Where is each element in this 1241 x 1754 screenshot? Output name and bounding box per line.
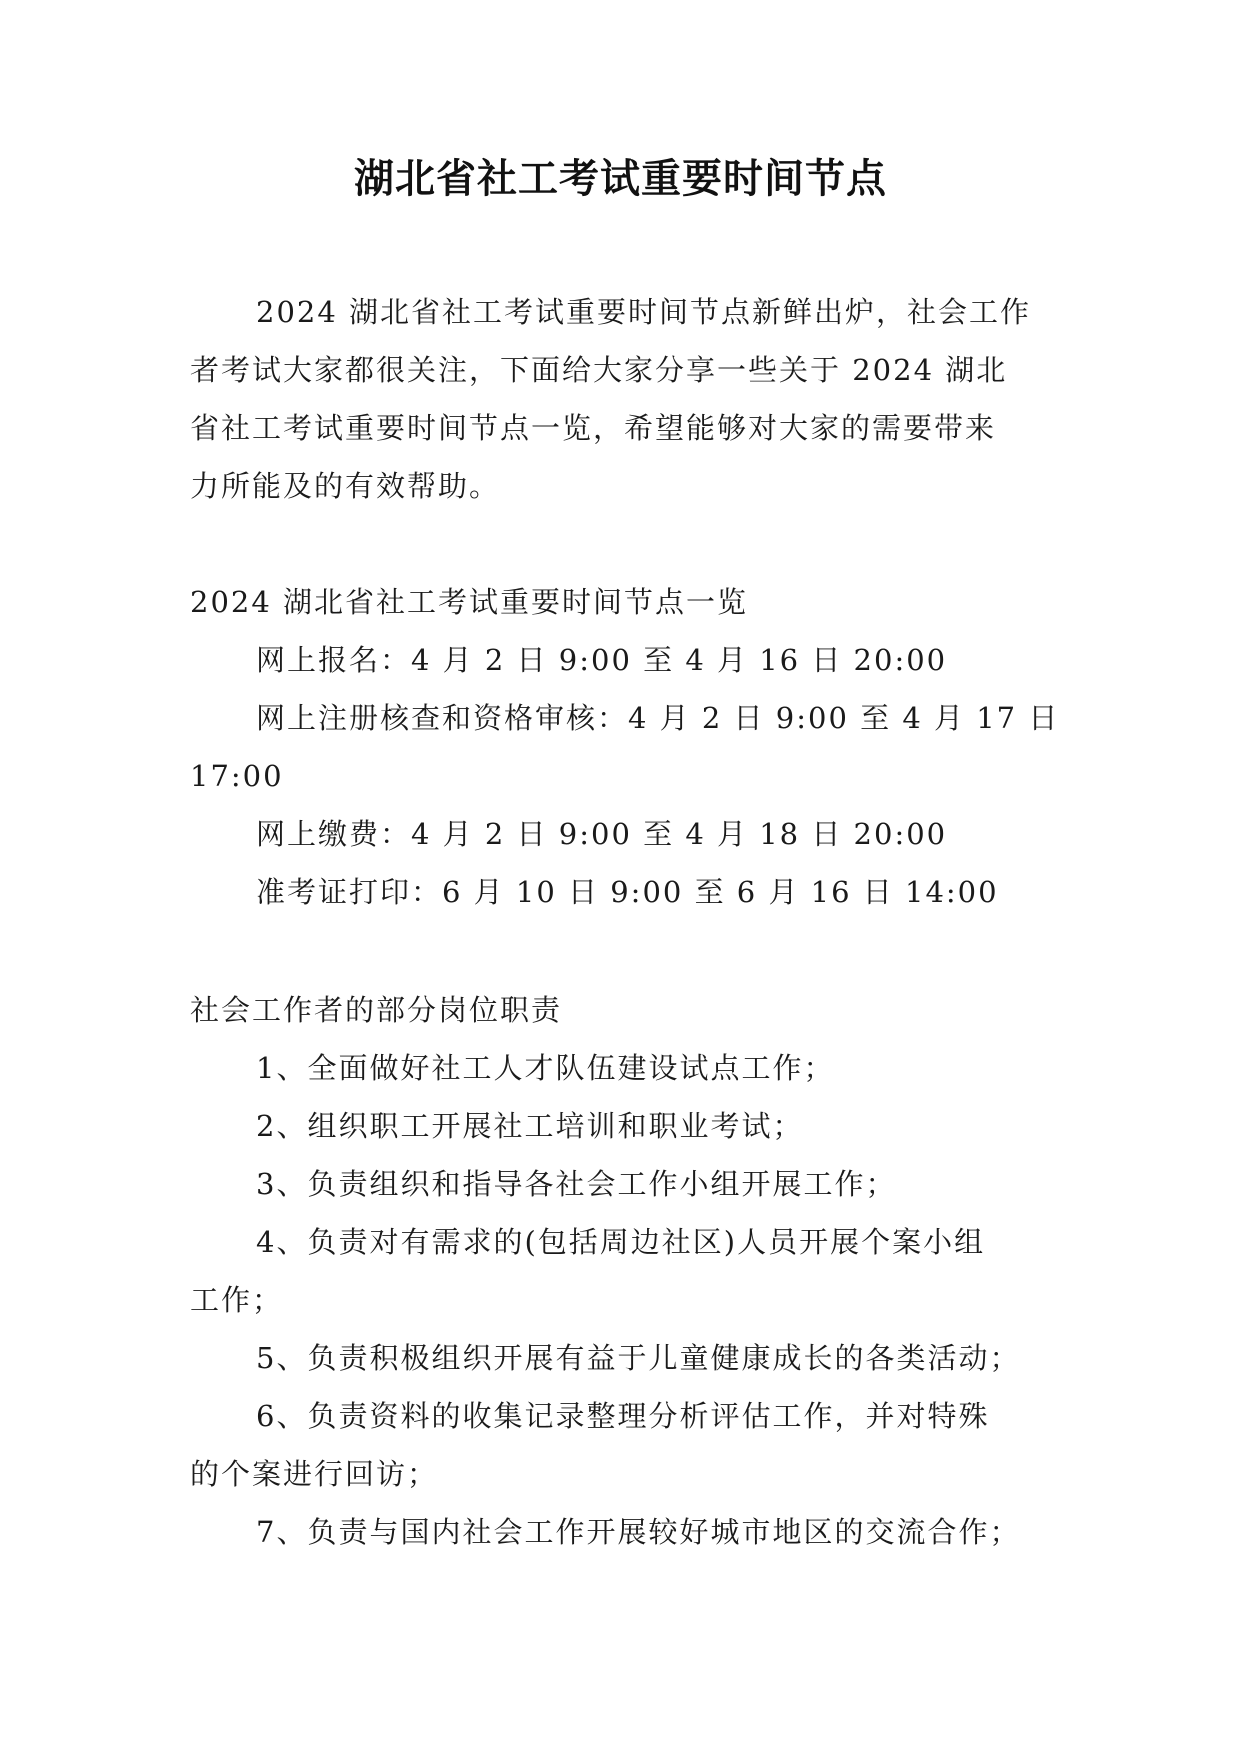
- document-title: 湖北省社工考试重要时间节点: [354, 156, 887, 202]
- intro-line-1: 2024 湖北省社工考试重要时间节点新鲜出炉，社会工作: [256, 295, 1032, 329]
- schedule-item-registration: 网上报名：4 月 2 日 9:00 至 4 月 16 日 20:00: [256, 643, 948, 677]
- schedule-item-payment: 网上缴费：4 月 2 日 9:00 至 4 月 18 日 20:00: [256, 817, 948, 851]
- schedule-item-admission-ticket: 准考证打印：6 月 10 日 9:00 至 6 月 16 日 14:00: [256, 875, 999, 909]
- duty-item-4: 4、负责对有需求的(包括周边社区)人员开展个案小组: [256, 1225, 986, 1259]
- duty-item-7: 7、负责与国内社会工作开展较好城市地区的交流合作；: [256, 1515, 1021, 1549]
- duty-item-3: 3、负责组织和指导各社会工作小组开展工作；: [256, 1167, 897, 1201]
- schedule-heading: 2024 湖北省社工考试重要时间节点一览: [190, 585, 749, 619]
- intro-line-4: 力所能及的有效帮助。: [190, 469, 501, 503]
- duty-item-2: 2、组织职工开展社工培训和职业考试；: [256, 1109, 804, 1143]
- duty-item-4-continued: 工作；: [190, 1283, 284, 1317]
- duty-item-5: 5、负责积极组织开展有益于儿童健康成长的各类活动；: [256, 1341, 1021, 1375]
- schedule-item-review: 网上注册核查和资格审核：4 月 2 日 9:00 至 4 月 17 日: [256, 701, 1060, 735]
- intro-line-3: 省社工考试重要时间节点一览，希望能够对大家的需要带来: [190, 411, 997, 445]
- intro-line-2: 者考试大家都很关注，下面给大家分享一些关于 2024 湖北: [190, 353, 1008, 387]
- duty-item-1: 1、全面做好社工人才队伍建设试点工作；: [256, 1051, 835, 1085]
- duty-item-6: 6、负责资料的收集记录整理分析评估工作，并对特殊: [256, 1399, 990, 1433]
- duty-item-6-continued: 的个案进行回访；: [190, 1457, 439, 1491]
- schedule-item-review-continued: 17:00: [190, 759, 284, 793]
- duties-heading: 社会工作者的部分岗位职责: [190, 993, 563, 1027]
